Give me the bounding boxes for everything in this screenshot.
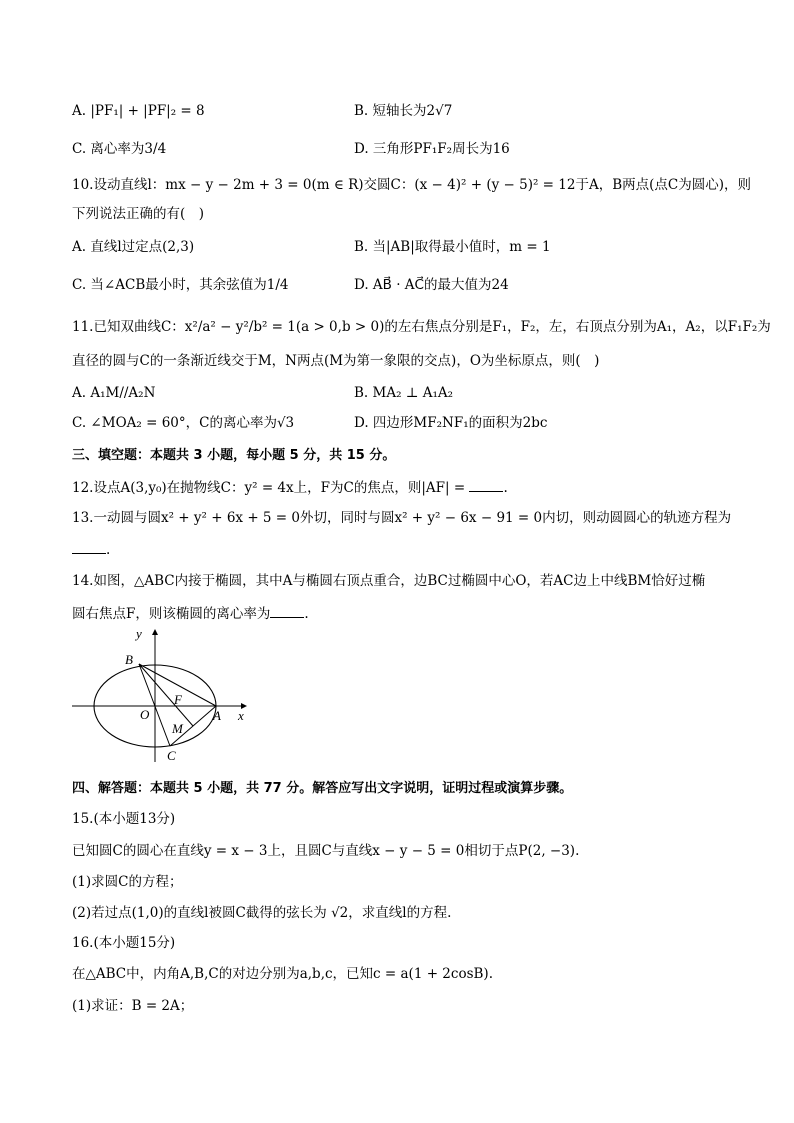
q13-stem-line1: 13.一动圆与圆x² + y² + 6x + 5 = 0外切，同时与圆x² + y² − 6x − 91 = 0内切，则动圆圆心的轨迹方程为 — [72, 510, 732, 526]
q12-answer-blank[interactable] — [469, 477, 503, 492]
q14-text: 圆右焦点F，则该椭圆的离心率为 — [72, 606, 271, 622]
label-o: O — [140, 707, 150, 722]
q12-stem — [72, 477, 508, 498]
q13-period: . — [106, 542, 111, 558]
q13-answer-blank[interactable] — [72, 539, 106, 554]
q10-stem-line1: 10.设动直线l：mx − y − 2m + 3 = 0(m ∈ R)交圆C：(x − 4)² + (y − 5)² = 12于A，B两点(点C为圆心)，则 — [72, 177, 751, 193]
q16-stem: 在△ABC中，内角A,B,C的对边分别为a,b,c，已知c = a(1 + 2cosB). — [72, 966, 493, 982]
q10-stem-line2: 下列说法正确的有( ) — [72, 206, 205, 222]
label-c: C — [167, 748, 176, 763]
ellipse-diagram — [64, 626, 264, 766]
q16-header: 16.(本小题15分) — [72, 935, 176, 951]
section-4-heading: 四、解答题：本题共 5 小题，共 77 分。解答应写出文字说明，证明过程或演算步骤。 — [72, 781, 573, 796]
q11-option-a: A. A₁M//A₂N — [72, 385, 156, 401]
q10-option-c: C. 当∠ACB最小时，其余弦值为1/4 — [72, 277, 289, 293]
q11-option-d: D. 四边形MF₂NF₁的面积为2bc — [354, 415, 548, 431]
label-x: x — [238, 708, 244, 723]
q11-stem-line1: 11.已知双曲线C：x²/a² − y²/b² = 1(a > 0,b > 0)的左右焦点分别是F₁，F₂，左，右顶点分别为A₁，A₂，以F₁F₂为 — [72, 319, 771, 335]
q14-stem-line1: 14.如图，△ABC内接于椭圆，其中A与椭圆右顶点重合，边BC过椭圆中心O，若AC边上中线BM恰好过椭 — [72, 573, 706, 589]
q16-part1: (1)求证：B = 2A； — [72, 998, 194, 1014]
q9-option-d: D. 三角形PF₁F₂周长为16 — [354, 141, 510, 157]
label-y: y — [136, 626, 142, 641]
q14-answer-blank[interactable] — [270, 603, 304, 618]
q15-header: 15.(本小题13分) — [72, 811, 176, 827]
section-3-heading: 三、填空题：本题共 3 小题，每小题 5 分，共 15 分。 — [72, 448, 396, 463]
q14-period: . — [304, 606, 309, 622]
q15-stem: 已知圆C的圆心在直线y = x − 3上，且圆C与直线x − y − 5 = 0相切于点P(2, −3). — [72, 843, 580, 859]
q9-option-b: B. 短轴长为2√7 — [354, 103, 453, 119]
q11-stem-line2: 直径的圆与C的一条渐近线交于M，N两点(M为第一象限的交点)，O为坐标原点，则( ) — [72, 353, 600, 369]
label-f: F — [174, 692, 182, 707]
q10-option-d: D. AB⃗ · AC⃗的最大值为24 — [354, 277, 509, 293]
q14-stem-line2 — [72, 603, 309, 624]
q10-option-a: A. 直线l过定点(2,3) — [72, 239, 195, 255]
label-m: M — [172, 721, 183, 736]
q11-option-b: B. MA₂ ⊥ A₁A₂ — [354, 385, 454, 401]
q10-option-b: B. 当|AB|取得最小值时，m = 1 — [354, 239, 551, 255]
q9-option-c: C. 离心率为3/4 — [72, 141, 167, 157]
q11-option-c: C. ∠MOA₂ = 60°，C的离心率为√3 — [72, 415, 295, 431]
q13-stem-line2 — [72, 539, 110, 560]
ellipse-figure — [64, 626, 264, 766]
q15-part2: (2)若过点(1,0)的直线l被圆C截得的弦长为 √2，求直线l的方程. — [72, 905, 452, 921]
label-a: A — [213, 708, 221, 723]
q9-option-a: A. |PF₁| + |PF|₂ = 8 — [72, 103, 205, 119]
label-b: B — [125, 652, 133, 667]
q15-part1: (1)求圆C的方程； — [72, 874, 183, 890]
q12-period: . — [503, 480, 508, 496]
q12-text: 12.设点A(3,y₀)在抛物线C：y² = 4x上，F为C的焦点，则|AF| = — [72, 480, 470, 496]
